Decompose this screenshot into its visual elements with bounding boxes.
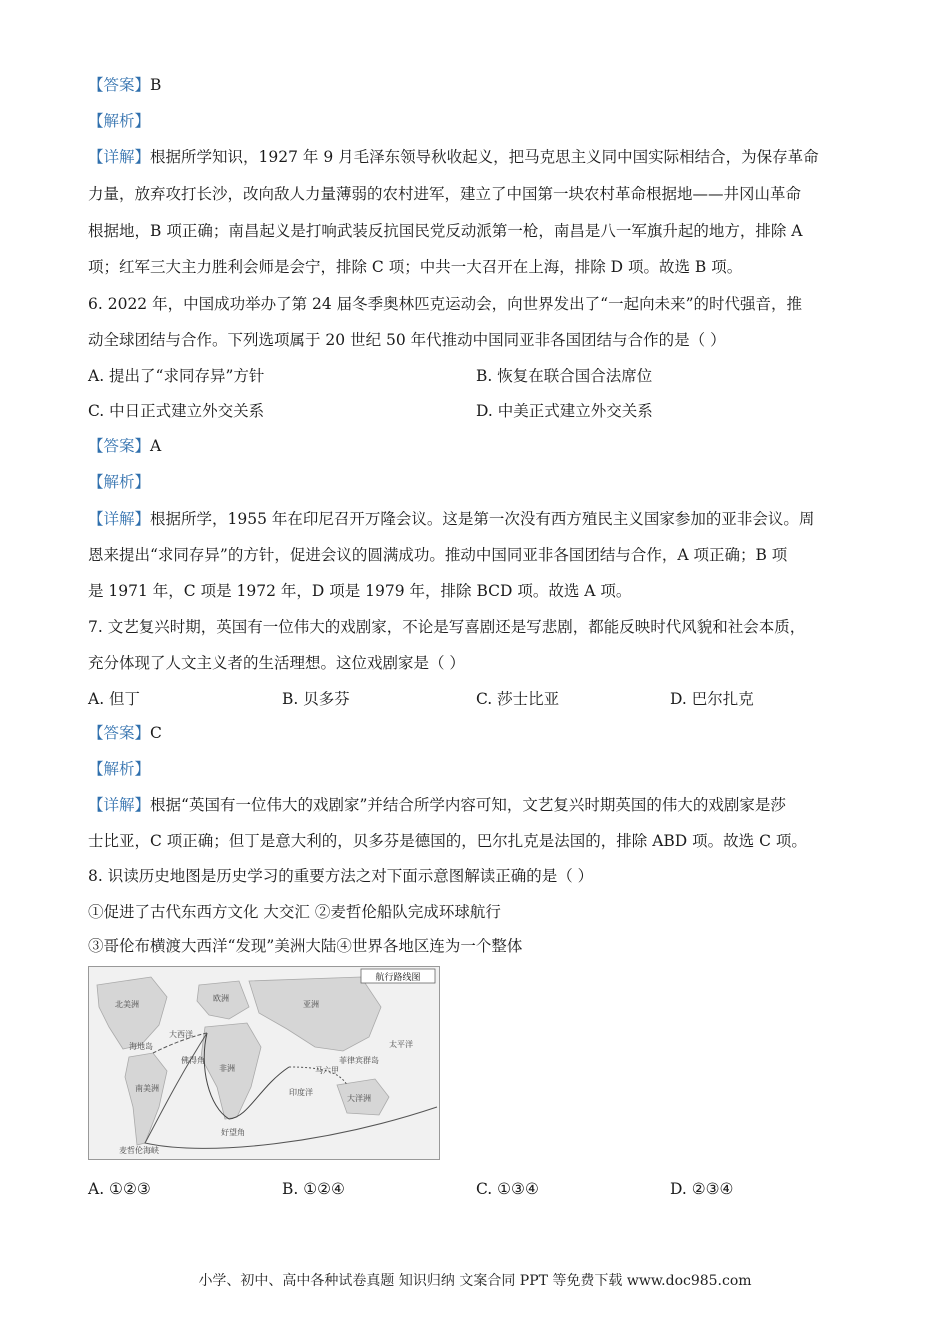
label-philippines: 菲律宾群岛: [339, 1056, 379, 1065]
voyage-route-map: [88, 966, 440, 1160]
q8-stem-line-2: ①促进了古代东西方文化 大交汇 ②麦哲伦船队完成环球航行: [88, 903, 501, 921]
q6-detail-line-1: 【详解】根据所学，1955 年在印尼召开万隆会议。这是第一次没有西方殖民主义国家参加的亚非会议。周: [88, 510, 815, 528]
label-africa: 非洲: [219, 1064, 235, 1073]
q6-stem-line-1: 6. 2022 年，中国成功举办了第 24 届冬季奥林匹克运动会，向世界发出了“一起向未来”的时代强音，推: [88, 295, 803, 313]
label-pacific: 太平洋: [389, 1040, 413, 1049]
q7-stem-line-1: 7. 文艺复兴时期，英国有一位伟大的戏剧家，不论是写喜剧还是写悲剧，都能反映时代风貌和社会本质，: [88, 618, 806, 636]
q8-stem-line-1: 8. 识读历史地图是历史学习的重要方法之对下面示意图解读正确的是（ ）: [88, 867, 594, 885]
map-title: 航行路线图: [375, 973, 421, 983]
q6-analysis-label: 【解析】: [88, 473, 151, 491]
q7-option-a: A. 但丁: [88, 690, 141, 708]
q8-option-d: D. ②③④: [670, 1180, 734, 1198]
q7-analysis-label: 【解析】: [88, 760, 151, 778]
label-cape: 好望角: [221, 1128, 245, 1137]
q6-detail-line-2: 恩来提出“求同存异”的方针，促进会议的圆满成功。推动中国同亚非各国团结与合作，A 项正确；B 项: [88, 546, 788, 564]
page-footer: 小学、初中、高中各种试卷真题 知识归纳 文案合同 PPT 等免费下载 www.doc985.com: [198, 1273, 752, 1289]
label-europe: 欧洲: [213, 994, 229, 1003]
label-malacca: 马六甲: [315, 1066, 339, 1075]
label-magellan-strait: 麦哲伦海峡: [119, 1146, 159, 1155]
label-atlantic: 大西洋: [169, 1030, 193, 1039]
label-oceania: 大洋洲: [347, 1094, 371, 1103]
q5-detail-line-1: 【详解】根据所学知识，1927 年 9 月毛泽东领导秋收起义，把马克思主义同中国实际相结合，为保存革命: [88, 148, 819, 166]
q8-option-c: C. ①③④: [476, 1180, 539, 1198]
q7-answer: 【答案】C: [88, 724, 162, 742]
q7-detail-line-1: 【详解】根据“英国有一位伟大的戏剧家”并结合所学内容可知，文艺复兴时期英国的伟大的戏剧家是莎: [88, 796, 786, 814]
q6-option-b: B. 恢复在联合国合法席位: [476, 367, 653, 385]
q8-option-b: B. ①②④: [282, 1180, 345, 1198]
q6-option-c: C. 中日正式建立外交关系: [88, 402, 265, 420]
q5-detail-line-2: 力量，放弃攻打长沙，改向敌人力量薄弱的农村进军，建立了中国第一块农村革命根据地——井冈山革命: [88, 185, 802, 203]
q5-detail-line-3: 根据地，B 项正确；南昌起义是打响武装反抗国民党反动派第一枪，南昌是八一军旗升起的地方，排除 A: [88, 222, 803, 240]
q6-stem-line-2: 动全球团结与合作。下列选项属于 20 世纪 50 年代推动中国同亚非各国团结与合作的是（ ）: [88, 331, 726, 349]
label-haiti: 海地岛: [129, 1042, 153, 1051]
q5-analysis-label: 【解析】: [88, 112, 151, 130]
q7-option-d: D. 巴尔扎克: [670, 690, 754, 708]
label-asia: 亚洲: [303, 1000, 319, 1009]
q6-option-a: A. 提出了“求同存异”方针: [88, 367, 265, 385]
q8-option-a: A. ①②③: [88, 1180, 151, 1198]
q7-detail-line-2: 士比亚，C 项正确；但丁是意大利的，贝多芬是德国的，巴尔扎克是法国的，排除 ABD 项。故选 C 项。: [88, 832, 807, 850]
label-north-america: 北美洲: [115, 1000, 139, 1009]
q6-option-d: D. 中美正式建立外交关系: [476, 402, 653, 420]
q5-answer: 【答案】B: [88, 76, 162, 94]
q8-stem-line-3: ③哥伦布横渡大西洋“发现”美洲大陆④世界各地区连为一个整体: [88, 937, 523, 955]
label-cape-verde: 佛得角: [181, 1056, 205, 1065]
q7-stem-line-2: 充分体现了人文主义者的生活理想。这位戏剧家是（ ）: [88, 654, 465, 672]
q5-detail-line-4: 项；红军三大主力胜利会师是会宁，排除 C 项；中共一大召开在上海，排除 D 项。故选 B 项。: [88, 258, 743, 276]
q6-detail-line-3: 是 1971 年，C 项是 1972 年，D 项是 1979 年，排除 BCD 项。故选 A 项。: [88, 582, 632, 600]
label-indian-ocean: 印度洋: [289, 1088, 313, 1097]
q7-option-c: C. 莎士比亚: [476, 690, 560, 708]
label-south-america: 南美洲: [135, 1084, 159, 1093]
q6-answer: 【答案】A: [88, 437, 162, 455]
q7-option-b: B. 贝多芬: [282, 690, 350, 708]
